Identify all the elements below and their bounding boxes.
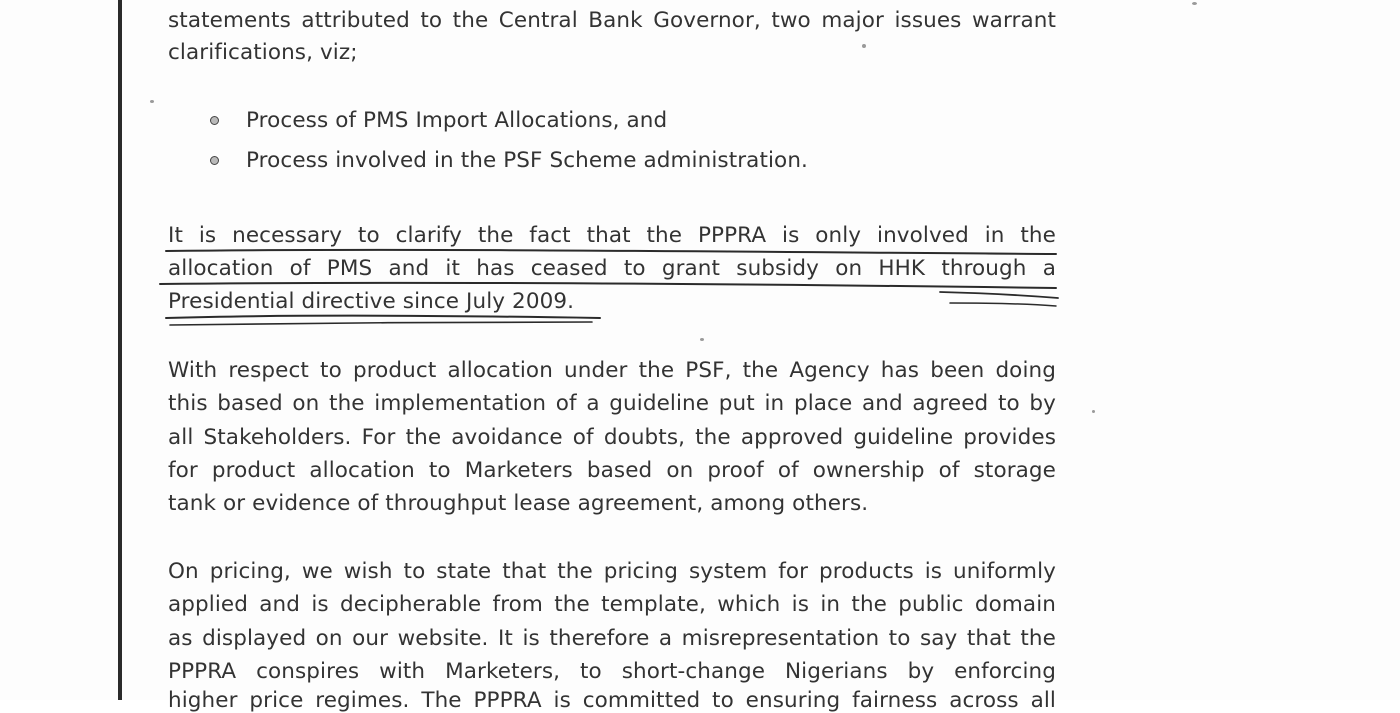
ink-underline-5 (940, 292, 1058, 298)
pricing-paragraph-line-2: applied and is decipherable from the template, which is in the public domain (168, 592, 1056, 617)
left-margin-line (118, 0, 122, 700)
allocation-paragraph-line-1: With respect to product allocation under the PSF, the Agency has been doing (168, 358, 1056, 383)
allocation-paragraph-line-2: this based on the implementation of a guideline put in place and agreed to by (168, 391, 1056, 416)
scan-speck (700, 338, 704, 341)
scan-speck (150, 100, 154, 103)
bullet-item-2: Process involved in the PSF Scheme administration. (246, 148, 808, 173)
underlined-paragraph-line-1: It is necessary to clarify the fact that the PPPRA is only involved in the (168, 223, 1056, 248)
allocation-paragraph-line-4: for product allocation to Marketers based on proof of ownership of storage (168, 458, 1056, 483)
pricing-paragraph-line-5: higher price regimes. The PPPRA is committed to ensuring fairness across all (168, 688, 1056, 713)
bullet-point-icon (210, 156, 219, 165)
bullet-point-icon (210, 116, 219, 125)
pricing-paragraph-line-1: On pricing, we wish to state that the pricing system for products is uniformly (168, 559, 1056, 584)
scan-speck (862, 44, 866, 48)
ink-underline-3 (166, 316, 600, 318)
ink-underline-1 (166, 250, 1056, 254)
pricing-paragraph-line-4: PPPRA conspires with Marketers, to short-change Nigerians by enforcing (168, 659, 1056, 684)
bullet-item-1: Process of PMS Import Allocations, and (246, 108, 668, 133)
scan-speck (1192, 2, 1197, 5)
allocation-paragraph-line-3: all Stakeholders. For the avoidance of doubts, the approved guideline provides (168, 425, 1056, 450)
allocation-paragraph-line-5: tank or evidence of throughput lease agreement, among others. (168, 491, 869, 516)
scan-speck (1092, 410, 1095, 413)
underlined-paragraph-line-3: Presidential directive since July 2009. (168, 289, 575, 314)
ink-underline-6 (950, 303, 1056, 306)
underlined-paragraph-line-2: allocation of PMS and it has ceased to grant subsidy on HHK through a (168, 256, 1056, 281)
intro-line-2: clarifications, viz; (168, 40, 358, 65)
pricing-paragraph-line-3: as displayed on our website. It is therefore a misrepresentation to say that the (168, 626, 1056, 651)
ink-underline-2 (160, 283, 1056, 288)
intro-line-1: statements attributed to the Central Bank Governor, two major issues warrant (168, 8, 1056, 33)
ink-underline-4 (170, 322, 592, 325)
